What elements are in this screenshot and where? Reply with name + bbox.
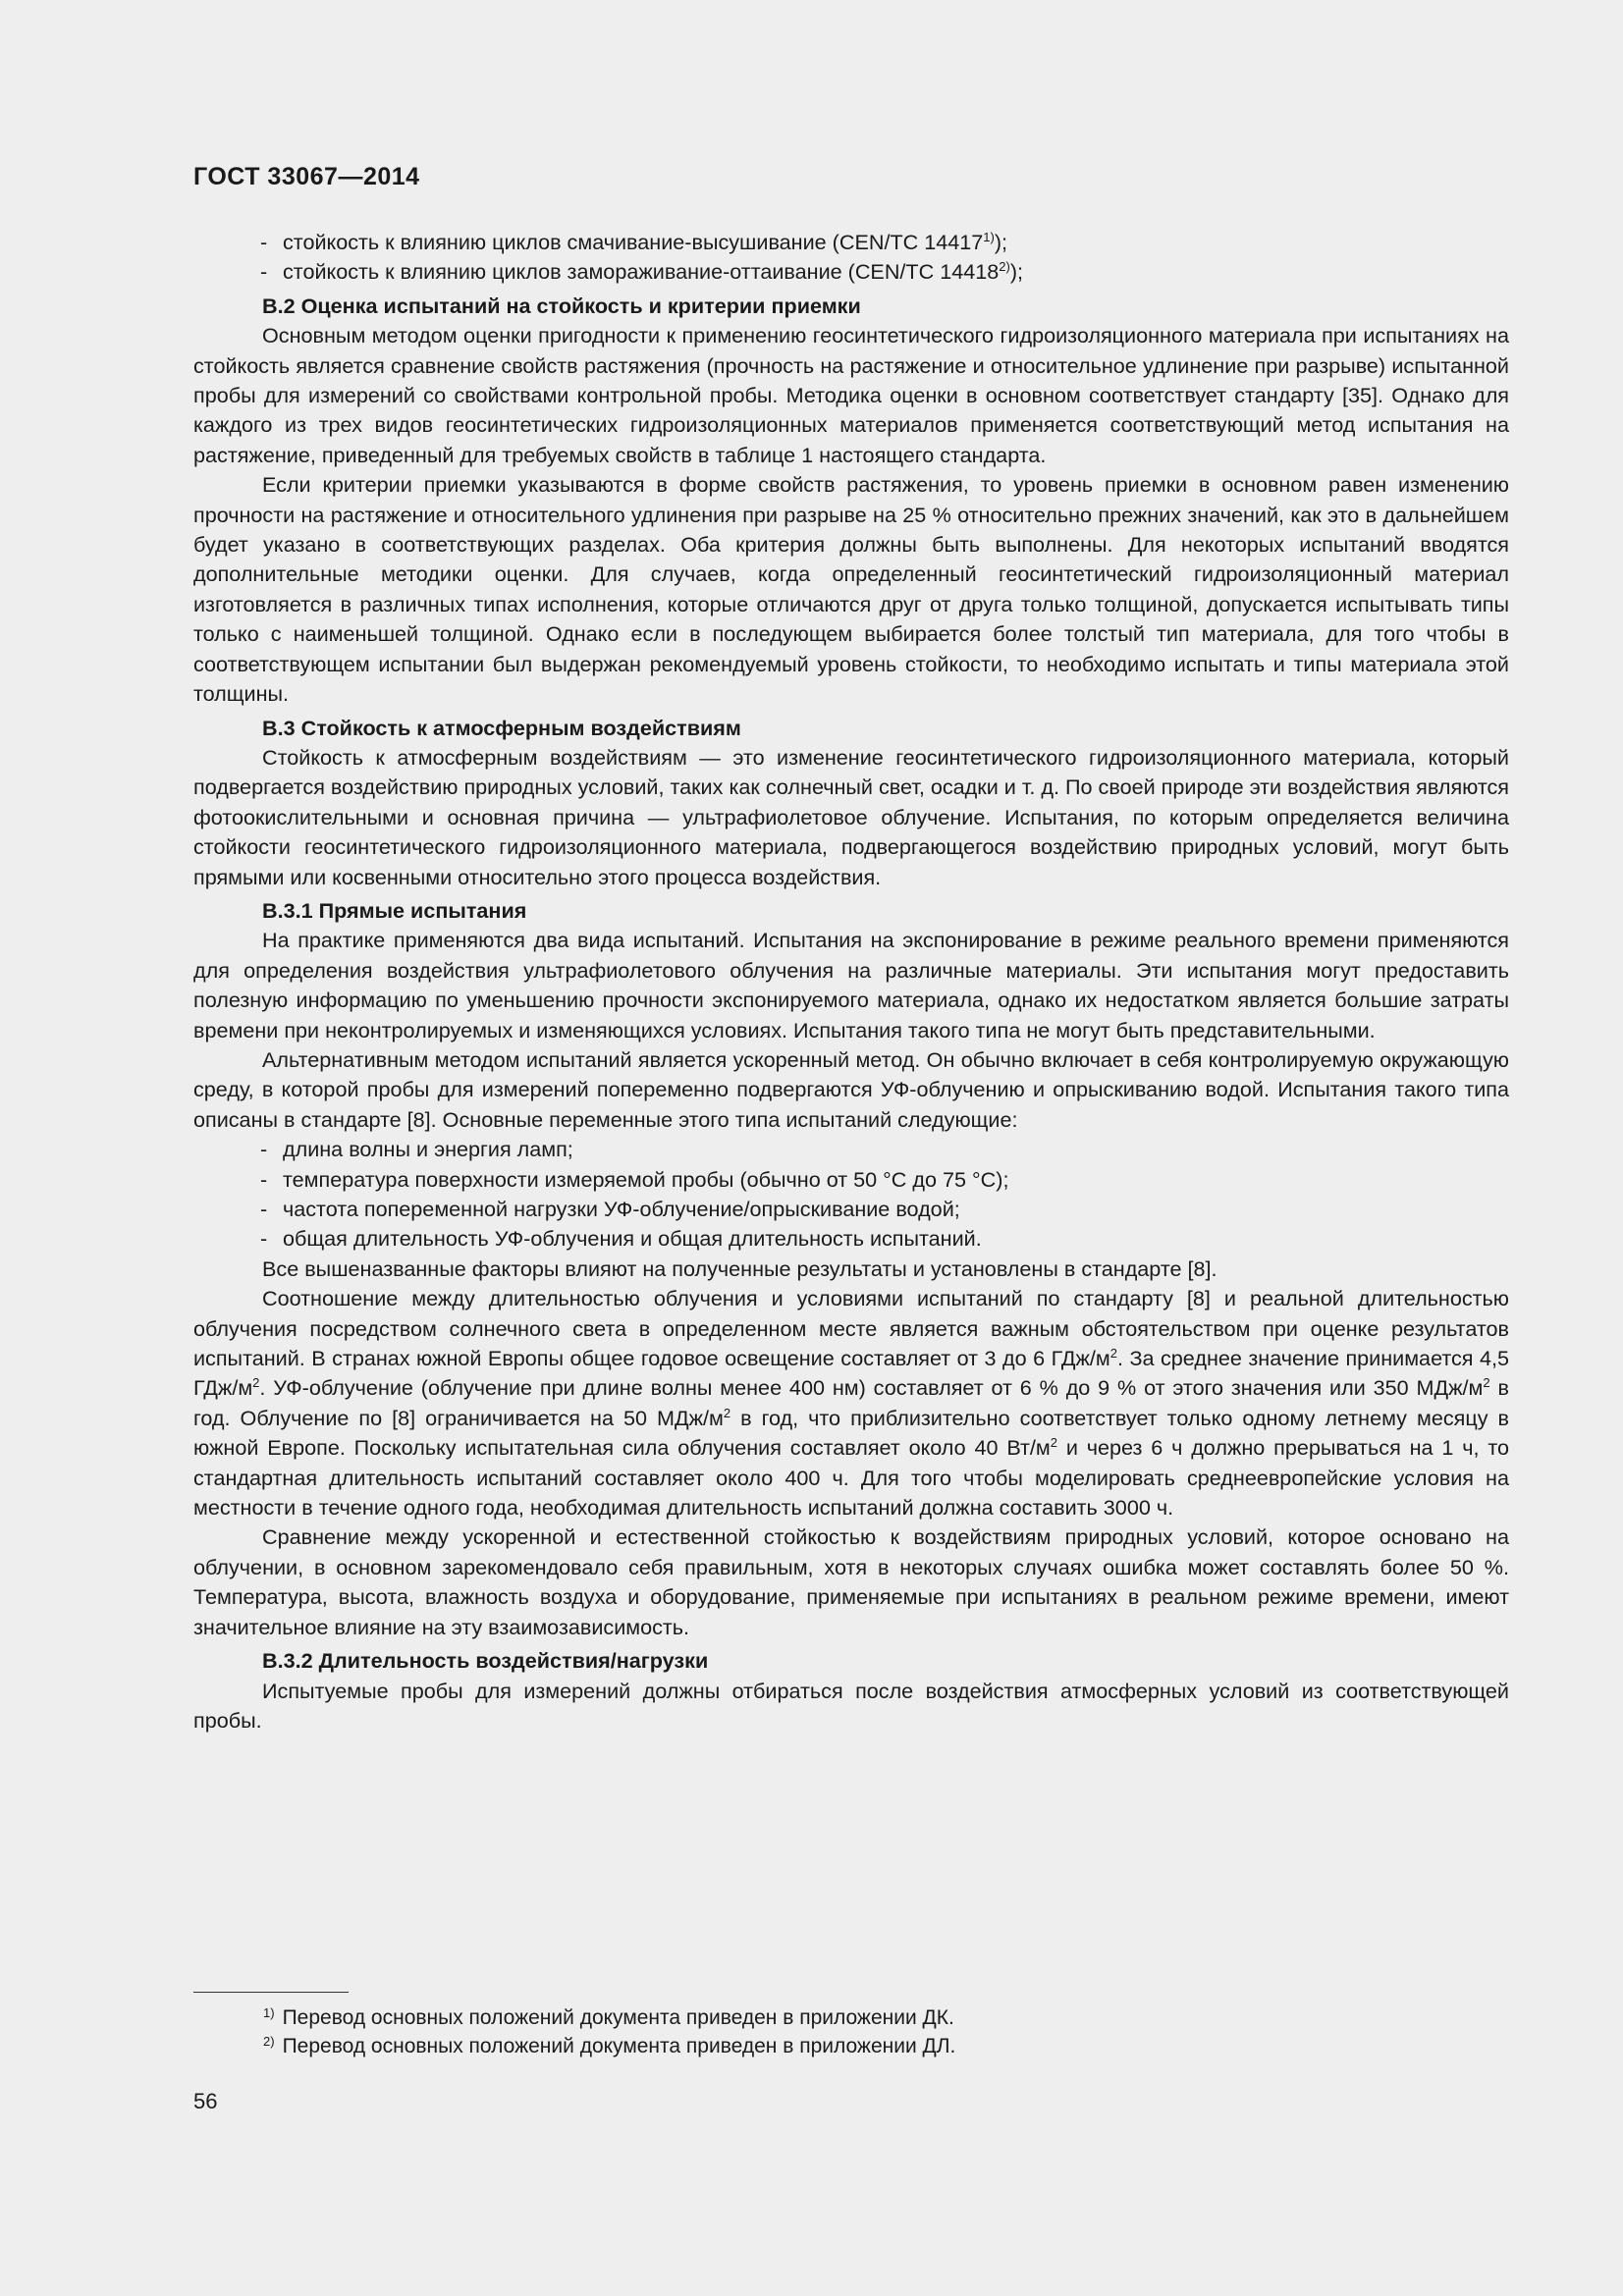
- paragraph: Испытуемые пробы для измерений должны отбираться после воздействия атмосферных условий из соответствующей пробы.: [193, 1678, 1509, 1733]
- document-header: ГОСТ 33067—2014: [193, 163, 420, 190]
- paragraph: Если критерии приемки указываются в форме свойств растяжения, то уровень приемки в основном равен изменению прочности на растяжение и относительного удлинения при разрыве на 25 % относительно прежних значений, как это в дальнейшем будет указано в соответствующих разделах. Оба критерия должны быть выполнены. Для некоторых испытаний вводятся дополнительные методики оценки. Для случаев, когда определенный геосинтетический гидроизоляционный материал изготовляется в различных типах исполнения, которые отличаются друг от друга только толщиной, допускается испытывать типы только с наименьшей толщиной. Однако если в последующем выбирается более толстый тип материала, для того чтобы в соответствующем испытании был выдержан рекомендуемый уровень стойкости, то необходимо испытать и типы материала этой толщины.: [193, 472, 1509, 707]
- page-number: 56: [193, 2089, 218, 2113]
- list-item: - общая длительность УФ-облучения и общая длительность испытаний.: [260, 1226, 982, 1252]
- paragraph: Все вышеназванные факторы влияют на полученные результаты и установлены в стандарте [8].: [262, 1255, 1217, 1281]
- paragraph: Основным методом оценки пригодности к применению геосинтетического гидроизоляционного материала при испытаниях на стойкость является сравнение свойств растяжения (прочность на растяжение и относительное удлинение при разрыве) испытанной пробы для измерений со свойствами контрольной пробы. Методика оценки в основном соответствует стандарту [35]. Однако для каждого из трех видов геосинтетических гидроизоляционных материалов применяется соответствующий метод испытания на растяжение, приведенный для требуемых свойств в таблице 1 настоящего стандарта.: [193, 323, 1509, 467]
- list-item: - стойкость к влиянию циклов замораживание-оттаивание (CEN/TC 14418$^{2)}$);: [260, 259, 1024, 285]
- paragraph: Альтернативным методом испытаний является ускоренный метод. Он обычно включает в себя контролируемую окружающую среду, в которой пробы для измерений попеременно подвергаются УФ-облучению и опрыскиванию водой. Испытания такого типа описаны в стандарте [8]. Основные переменные этого типа испытаний следующие:: [193, 1046, 1509, 1132]
- section-heading-b2: В.2 Оценка испытаний на стойкость и критерии приемки: [262, 293, 861, 318]
- list-item: - температура поверхности измеряемой пробы (обычно от 50 °С до 75 °С);: [260, 1166, 1009, 1192]
- list-item: - длина волны и энергия ламп;: [260, 1137, 573, 1162]
- list-item: - стойкость к влиянию циклов смачивание-высушивание (CEN/TC 14417$^{1)}$);: [260, 230, 1008, 254]
- list-item: - частота попеременной нагрузки УФ-облучение/опрыскивание водой;: [260, 1197, 960, 1221]
- document-body: [193, 228, 1509, 1735]
- paragraph: Сравнение между ускоренной и естественной стойкостью к воздействиям природных условий, которое основано на облучении, в основном зарекомендовало себя правильным, хотя в некоторых случаях ошибка может составлять более 50 %. Температура, высота, влажность воздуха и оборудование, применяемые при испытаниях в реальном режиме времени, имеют значительное влияние на эту взаимозависимость.: [193, 1524, 1509, 1639]
- section-heading-b32: В.3.2 Длительность воздействия/нагрузки: [262, 1648, 709, 1674]
- footnote-2: $^{2)}$ Перевод основных положений документа приведен в приложении ДЛ.: [263, 2034, 956, 2057]
- paragraph: На практике применяются два вида испытаний. Испытания на экспонирование в режиме реального времени применяются для определения воздействия ультрафиолетового облучения на различные материалы. Эти испытания могут предоставить полезную информацию по уменьшению прочности экспонируемого материала, однако их недостатком является большие затраты времени при неконтролируемых и изменяющихся условиях. Испытания такого типа не могут быть представительными.: [193, 928, 1509, 1042]
- section-heading-b31: В.3.1 Прямые испытания: [262, 897, 527, 923]
- paragraph: Соотношение между длительностью облучения и условиями испытаний по стандарту [8] и реальной длительностью облучения посредством солнечного света в определенном месте является важным обстоятельством при оценке результатов испытаний. В странах южной Европы общее годовое освещение составляет от 3 до 6 ГДж/$м^2$. За среднее значение принимается 4,5 ГДж/$м^2$. УФ-облучение (облучение при длине волны менее 400 нм) составляет от 6 % до 9 % от этого значения или 350 МДж/$м^2$ в год. Облучение по [8] ограничивается на 50 МДж/$м^2$ в год, что приблизительно соответствует только одному летнему месяцу в южной Европе. Поскольку испытательная сила облучения составляет около 40 $Вт/м^2$ и через 6 ч должно прерываться на 1 ч, то стандартная длительность испытаний составляет около 400 ч. Для того чтобы моделировать среднеевропейские условия на местности в течение одного года, необходимая длительность испытаний должна составить 3000 ч.: [193, 1286, 1509, 1521]
- section-heading-b3: В.3 Стойкость к атмосферным воздействиям: [262, 715, 741, 740]
- footnote-1: $^{1)}$ Перевод основных положений документа приведен в приложении ДК.: [263, 2005, 954, 2029]
- footnote-divider: [193, 1992, 349, 1993]
- paragraph: Стойкость к атмосферным воздействиям — это изменение геосинтетического гидроизоляционного материала, который подвергается воздействию природных условий, таких как солнечный свет, осадки и т. д. По своей природе эти воздействия являются фотоокислительными и основная причина — ультрафиолетовое облучение. Испытания, по которым определяется величина стойкости геосинтетического гидроизоляционного материала, подвергающегося воздействию природных условий, могут быть прямыми или косвенными относительно этого процесса воздействия.: [193, 744, 1509, 889]
